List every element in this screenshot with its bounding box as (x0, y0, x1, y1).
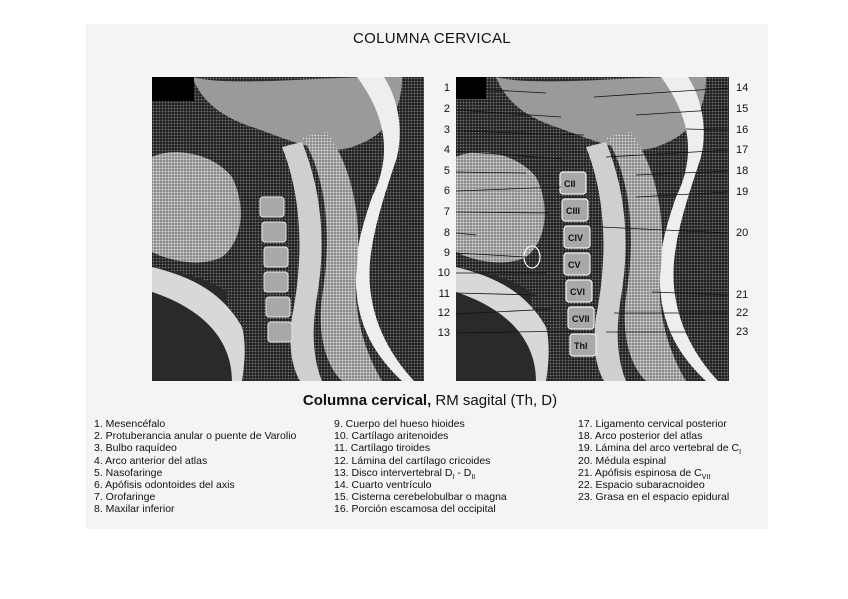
label-number-1: 1 (443, 82, 450, 94)
label-number-21: 21 (736, 289, 749, 301)
legend-item: 14. Cuarto ventrículo (334, 479, 432, 492)
legend-column-3 (578, 418, 741, 503)
legend-item: 22. Espacio subaracnoideo (578, 479, 705, 492)
vertebra-label-cvi: CVI (570, 287, 586, 297)
vertebra-label-cv: CV (568, 260, 581, 270)
legend-item: 18. Arco posterior del atlas (578, 430, 703, 443)
legend-item: 9. Cuerpo del hueso hioides (334, 418, 465, 430)
legend-item: 1. Mesencéfalo (94, 418, 166, 430)
legend-item: 15. Cisterna cerebelobulbar o magna (334, 491, 507, 504)
label-number-22: 22 (736, 307, 749, 319)
legend-item: 11. Cartílago tiroides (334, 442, 431, 455)
label-number-5: 5 (443, 165, 450, 177)
label-number-23: 23 (736, 326, 749, 338)
label-number-17: 17 (736, 144, 749, 156)
label-number-4: 4 (443, 144, 450, 156)
legend-item: 8. Maxilar inferior (94, 503, 175, 516)
subscript: I (452, 473, 455, 481)
label-number-9: 9 (443, 247, 450, 259)
label-number-10: 10 (437, 267, 450, 279)
mri-sagittal-unlabeled (152, 77, 424, 381)
legend-item-mid: - D (454, 466, 472, 479)
legend-item-text: 19. Lámina del arco vertebral de C (578, 442, 740, 455)
vertebra-label-ciii: CIII (566, 206, 581, 216)
legend-item: 10. Cartílago aritenoides (334, 430, 449, 443)
legend-item (578, 467, 741, 479)
figure-caption (6, 392, 848, 409)
label-number-13: 13 (437, 327, 450, 339)
vertebra-label-cii: CII (564, 179, 576, 189)
label-number-3: 3 (443, 124, 450, 136)
legend-column-2 (334, 418, 507, 516)
legend-item: 2. Protuberancia anular o puente de Varolio (94, 430, 297, 443)
label-number-12: 12 (437, 307, 450, 319)
legend-item: 20. Médula espinal (578, 454, 667, 467)
legend-item: 13. Disco intervertebral $D_I - D_{II}$ (334, 466, 476, 481)
legend-item-text: 21. Apófisis espinosa de C (578, 466, 702, 479)
label-number-2: 2 (443, 103, 450, 115)
subscript: II (471, 473, 476, 481)
label-number-11: 11 (438, 288, 450, 300)
legend-item: 3. Bulbo raquídeo (94, 442, 177, 455)
label-number-6: 6 (443, 185, 450, 197)
caption-rest: RM sagital (Th, D) (431, 392, 558, 409)
label-number-7: 7 (443, 206, 450, 218)
legend-item: 6. Apófisis odontoides del axis (94, 479, 235, 492)
legend-item: 17. Ligamento cervical posterior (578, 418, 727, 430)
legend-item-text: 13. Disco intervertebral (334, 466, 442, 479)
legend-item: 12. Lámina del cartílago cricoides (334, 454, 491, 467)
legend-column-1 (94, 418, 296, 516)
mri-sagittal-labeled (456, 77, 729, 381)
legend-item: 5. Nasofaringe (94, 466, 163, 479)
caption-bold: Columna cervical, (302, 392, 432, 409)
legend-item: 23. Grasa en el espacio epidural (578, 491, 730, 504)
label-number-15: 15 (736, 103, 749, 115)
legend-item: 16. Porción escamosa del occipital (334, 503, 496, 516)
subscript: VII (701, 473, 711, 481)
label-number-20: 20 (736, 227, 749, 239)
legend-item (578, 442, 742, 457)
vertebra-label-civ: CIV (568, 233, 584, 243)
label-number-19: 19 (736, 186, 749, 198)
label-number-18: 18 (736, 165, 749, 177)
label-number-8: 8 (443, 227, 450, 239)
label-number-14: 14 (736, 82, 749, 94)
vertebra-label-cvii: CVII (572, 314, 590, 324)
vertebra-label-thi: ThI (574, 341, 588, 351)
legend-item: 4. Arco anterior del atlas (94, 454, 208, 467)
subscript: I (739, 449, 742, 457)
legend-item: 7. Orofaringe (94, 491, 156, 504)
page-title: COLUMNA CERVICAL (353, 30, 511, 47)
label-number-16: 16 (736, 124, 749, 136)
